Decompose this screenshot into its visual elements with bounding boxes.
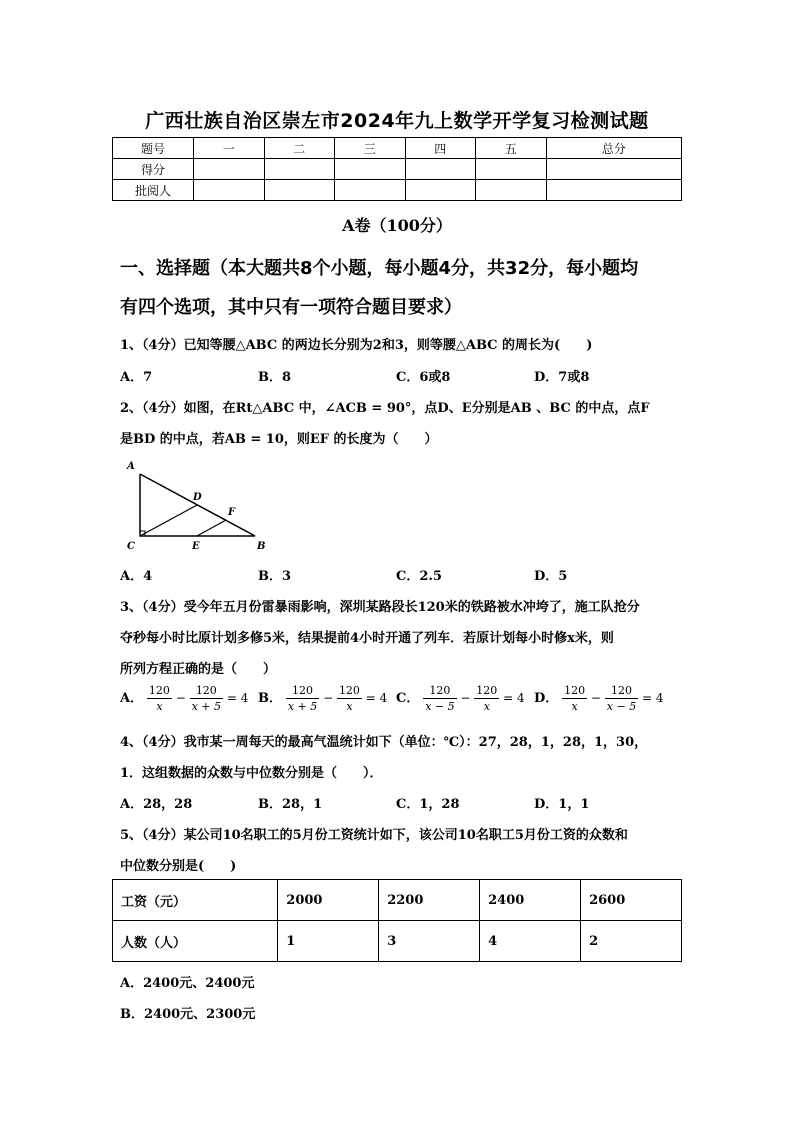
label-e: E (192, 541, 200, 552)
numerator: 120 (148, 684, 170, 697)
wage-cell: 2 (581, 921, 682, 962)
score-cell: 二 (264, 138, 335, 159)
score-table (112, 137, 682, 201)
q2-option-c: C．2.5 (396, 569, 442, 584)
wage-cell: 4 (480, 921, 581, 962)
wage-cell: 2200 (379, 880, 480, 921)
wage-cell: 2400 (480, 880, 581, 921)
question-3-line2: 夺秒每小时比原计划多修5米，结果提前4小时开通了列车．若原计划每小时修x米，则 (120, 631, 614, 646)
score-table-header-row (113, 138, 682, 159)
wage-table-row (113, 880, 682, 921)
q3-option-b: B． $\frac{120}{x + 5}$ − $\frac{120}{x}$ = 4 (258, 684, 388, 713)
score-cell (335, 159, 406, 180)
segment-ef (197, 520, 226, 536)
score-cell (546, 159, 682, 180)
score-cell: 五 (476, 138, 547, 159)
exam-title: 广西壮族自治区崇左市2024年九上数学开学复习检测试题 (145, 110, 649, 132)
denominator: x − 5 (606, 700, 637, 713)
score-cell (264, 180, 335, 201)
fraction (190, 683, 223, 714)
section-a-heading: A卷（100分） (342, 216, 452, 235)
label-c: C (127, 541, 135, 552)
q1-option-a: A．7 (120, 370, 153, 385)
q4-option-d: D．1，1 (534, 797, 590, 812)
q2-option-a: A．4 (120, 569, 153, 584)
wage-cell: 2000 (278, 880, 379, 921)
denominator: x + 5 (287, 700, 318, 713)
score-cell (405, 159, 476, 180)
question-2-line1: 2、（4分）如图，在Rt△ABC 中，∠ACB = 90°，点D、E分别是AB 、BC 的中点，点F (120, 401, 650, 416)
score-cell: 批阅人 (113, 180, 194, 201)
q2-option-d: D．5 (534, 569, 568, 584)
numerator: 120 (476, 684, 498, 697)
q2-option-b: B．3 (258, 569, 292, 584)
option-letter: B． (258, 691, 282, 706)
question-4-line2: 1．这组数据的众数与中位数分别是（ ）． (120, 766, 383, 781)
wage-cell: 1 (278, 921, 379, 962)
q3-option-a: A． $\frac{120}{x}$ − $\frac{120}{x + 5}$ = 4 (120, 684, 249, 713)
wage-cell: 工资（元） (113, 880, 278, 921)
score-cell: 一 (194, 138, 265, 159)
score-cell: 题号 (113, 138, 194, 159)
question-5-line1: 5、（4分）某公司10名职工的5月份工资统计如下，该公司10名职工5月份工资的众数和 (120, 828, 628, 843)
score-cell (194, 180, 265, 201)
wage-cell: 3 (379, 921, 480, 962)
score-cell: 总分 (546, 138, 682, 159)
score-table-row (113, 180, 682, 201)
denominator: x (346, 700, 353, 713)
q5-option-a: A．2400元、2400元 (120, 976, 255, 991)
denominator: x (483, 700, 490, 713)
question-4-line1: 4、（4分）我市某一周每天的最高气温统计如下（单位：℃）：27，28，1，28，1，30， (120, 735, 648, 750)
q3-option-d: D． $\frac{120}{x}$ − $\frac{120}{x - 5}$ = 4 (534, 684, 664, 713)
denominator: x − 5 (425, 700, 455, 713)
q4-option-b: B．28，1 (258, 797, 323, 812)
score-cell (335, 180, 406, 201)
wage-cell: 人数（人） (113, 921, 278, 962)
question-1-text: 1、（4分）已知等腰△ABC 的两边长分别为2和3，则等腰△ABC 的周长为( ) (120, 338, 593, 353)
numerator: 120 (423, 683, 456, 699)
q1-option-c: C．6或8 (396, 370, 451, 385)
numerator: 120 (190, 683, 223, 699)
q4-option-a: A．28，28 (120, 797, 193, 812)
q1-option-d: D．7或8 (534, 370, 590, 385)
wage-cell: 2600 (581, 880, 682, 921)
fraction (423, 683, 456, 714)
q1-option-b: B．8 (258, 370, 292, 385)
fraction (147, 683, 172, 714)
question-3-line1: 3、（4分）受今年五月份雷暴雨影响，深圳某路段长120米的铁路被水冲垮了，施工队抢分 (120, 600, 640, 615)
numerator: 120 (338, 684, 360, 697)
denominator: x + 5 (191, 700, 222, 713)
fraction (474, 683, 499, 714)
numerator: 120 (564, 684, 586, 697)
segment-cd (140, 505, 197, 536)
part1-heading-line2: 有四个选项，其中只有一项符合题目要求） (120, 297, 462, 318)
fraction (337, 683, 362, 714)
option-letter: A． (120, 691, 144, 706)
fraction (605, 683, 638, 714)
score-cell (476, 159, 547, 180)
option-letter: D． (534, 691, 559, 706)
score-cell (264, 159, 335, 180)
label-b: B (257, 541, 266, 552)
denominator: x (156, 700, 163, 713)
segment-df (197, 505, 226, 520)
label-a: A (127, 461, 135, 472)
numerator: 120 (286, 683, 319, 699)
question-5-line2: 中位数分别是( ) (120, 859, 237, 874)
wage-table (112, 879, 682, 962)
question-2-line2: 是BD 的中点，若AB = 10，则EF 的长度为（ ） (120, 432, 438, 447)
question-3-line3: 所列方程正确的是（ ） (120, 662, 277, 677)
score-table-row (113, 159, 682, 180)
rhs: = 4 (365, 691, 388, 705)
score-cell (405, 180, 476, 201)
numerator: 120 (605, 683, 638, 699)
label-f: F (228, 507, 236, 518)
option-letter: C． (396, 691, 420, 706)
score-cell (194, 159, 265, 180)
rhs: = 4 (503, 691, 525, 705)
rhs: = 4 (226, 691, 249, 705)
score-cell (546, 180, 682, 201)
rhs: = 4 (642, 691, 664, 705)
q4-option-c: C．1，28 (396, 797, 460, 812)
triangle-figure (120, 455, 280, 555)
label-d: D (193, 492, 202, 503)
score-cell: 得分 (113, 159, 194, 180)
fraction (286, 683, 319, 714)
part1-heading-line1: 一、选择题（本大题共8个小题，每小题4分，共32分，每小题均 (120, 258, 639, 279)
score-cell: 三 (335, 138, 406, 159)
q5-option-b: B．2400元、2300元 (120, 1007, 256, 1022)
fraction (562, 683, 587, 714)
q3-option-c: C． $\frac{120}{x - 5}$ − $\frac{120}{x}$ = 4 (396, 684, 525, 713)
wage-table-row (113, 921, 682, 962)
score-cell (476, 180, 547, 201)
score-cell: 四 (405, 138, 476, 159)
denominator: x (571, 700, 578, 713)
